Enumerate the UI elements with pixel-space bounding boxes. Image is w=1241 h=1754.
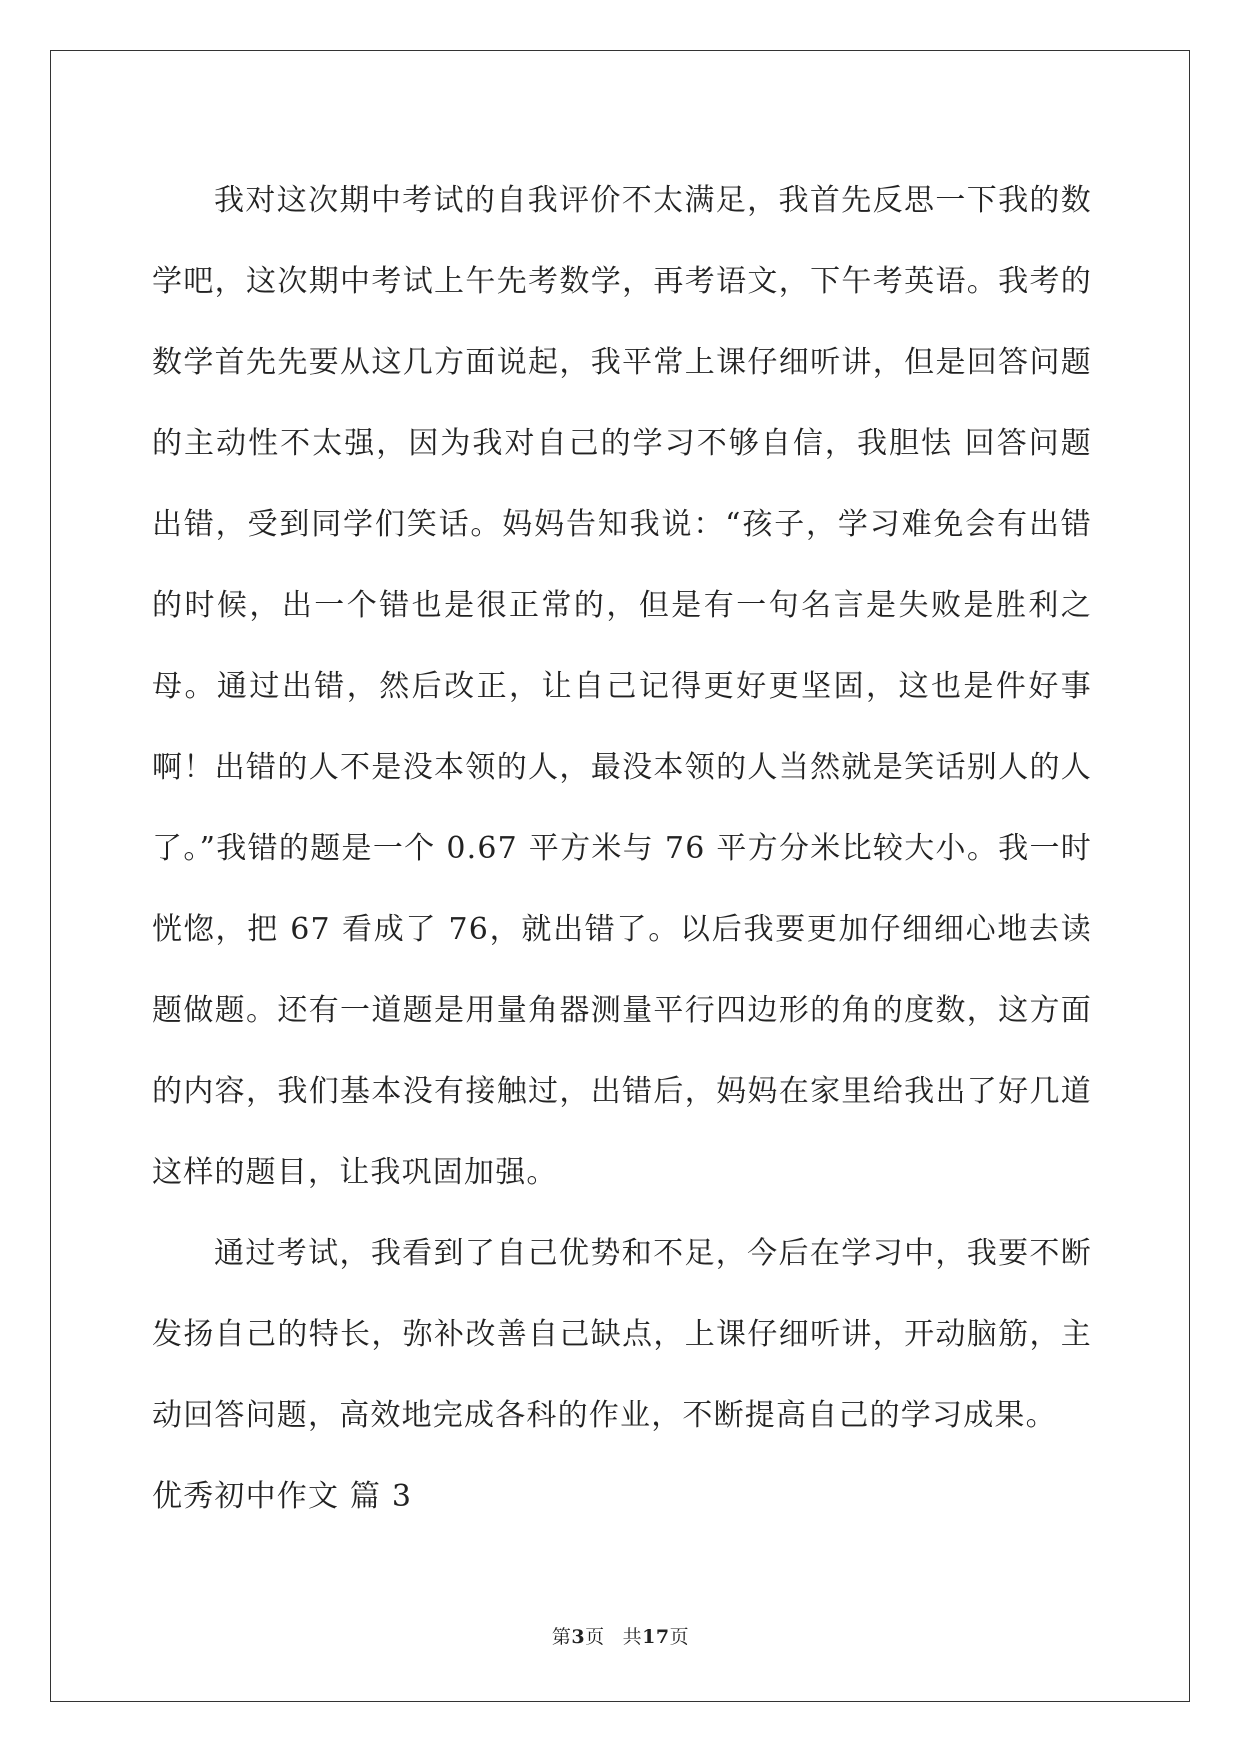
total-suffix: 页 bbox=[669, 1626, 690, 1648]
total-prefix: 共 bbox=[622, 1626, 643, 1648]
page-suffix: 页 bbox=[585, 1626, 605, 1648]
document-body bbox=[152, 160, 1092, 1537]
page-prefix: 第 bbox=[551, 1626, 572, 1648]
current-page-number: 3 bbox=[571, 1626, 586, 1648]
total-pages-number: 17 bbox=[642, 1626, 670, 1648]
section-heading: 优秀初中作文 篇 3 bbox=[152, 1479, 413, 1514]
page-footer bbox=[0, 1622, 1241, 1649]
paragraph-1: 我对这次期中考试的自我评价不太满足，我首先反思一下我的数学吧，这次期中考试上午先考数学，再考语文，下午考英语。我考的数学首先先要从这几方面说起，我平常上课仔细听讲，但是回答问题的主动性不太强，因为我对自己的学习不够自信，我胆怯 回答问题出错，受到同学们笑话。妈妈告知我说：“孩子，学习难免会有出错的时候，出一个错也是很正常的，但是有一句名言是失败是胜利之母。通过出错，然后改正，让自己记得更好更坚固，这也是件好事啊！出错的人不是没本领的人，最没本领的人当然就是笑话别人的人了。”我错的题是一个 0.67 平方米与 76 平方分米比较大小。我一时恍惚，把 67 看成了 76，就出错了。以后我要更加仔细细心地去读题做题。还有一道题是用量角器测量平行四边形的角的度数，这方面的内容，我们基本没有接触过，出错后，妈妈在家里给我出了好几道这样的题目，让我巩固加强。 bbox=[152, 183, 1092, 1190]
paragraph-2: 通过考试，我看到了自己优势和不足，今后在学习中，我要不断发扬自己的特长，弥补改善自己缺点，上课仔细听讲，开动脑筋，主动回答问题，高效地完成各科的作业，不断提高自己的学习成果。 bbox=[152, 1236, 1092, 1433]
